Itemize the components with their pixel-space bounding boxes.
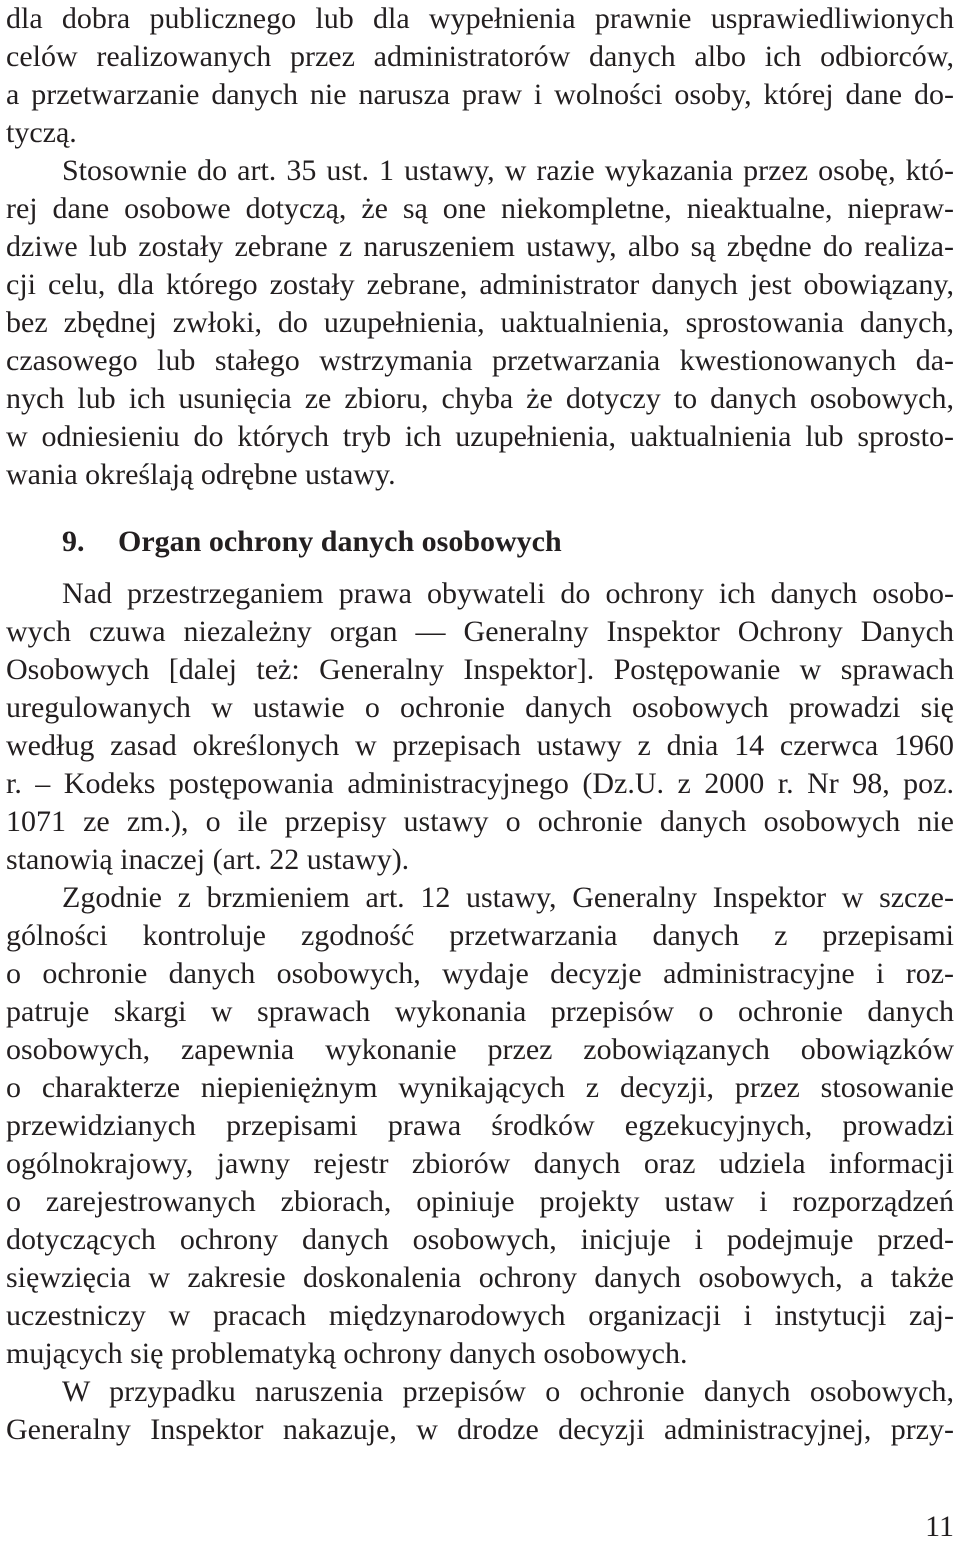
text-line: Nad przestrzeganiem prawa obywateli do ochrony ich danych osobo- bbox=[62, 577, 954, 610]
text-line: gólności kontroluje zgodność przetwarzania danych z przepisami bbox=[6, 919, 954, 952]
text-line: wych czuwa niezależny organ — Generalny Inspektor Ochrony Danych bbox=[6, 615, 954, 648]
text-line: według zasad określonych w przepisach ustawy z dnia 14 czerwca 1960 bbox=[6, 729, 954, 762]
text-line: sięwzięcia w zakresie doskonalenia ochrony danych osobowych, a także bbox=[6, 1261, 954, 1294]
text-line: czasowego lub stałego wstrzymania przetwarzania kwestionowanych da- bbox=[6, 344, 954, 377]
section-title: Organ ochrony danych osobowych bbox=[118, 525, 562, 558]
text-line: w odniesieniu do których tryb ich uzupełnienia, uaktualnienia lub sprosto- bbox=[6, 420, 954, 453]
text-line: mujących się problematyką ochrony danych osobowych. bbox=[6, 1337, 688, 1370]
text-line: bez zbędnej zwłoki, do uzupełnienia, uaktualnienia, sprostowania danych, bbox=[6, 306, 954, 339]
text-line: Stosownie do art. 35 ust. 1 ustawy, w razie wykazania przez osobę, któ- bbox=[62, 154, 954, 187]
text-line: o zarejestrowanych zbiorach, opiniuje projekty ustaw i rozporządzeń bbox=[6, 1185, 954, 1218]
text-line: przewidzianych przepisami prawa środków egzekucyjnych, prowadzi bbox=[6, 1109, 954, 1142]
text-line: o charakterze niepieniężnym wynikających z decyzji, przez stosowanie bbox=[6, 1071, 954, 1104]
text-line: celów realizowanych przez administratorów danych albo ich odbiorców, bbox=[6, 40, 954, 73]
page-number: 11 bbox=[925, 1510, 954, 1543]
text-line: Osobowych [dalej też: Generalny Inspektor]. Postępowanie w sprawach bbox=[6, 653, 954, 686]
text-line: uregulowanych w ustawie o ochronie danych osobowych prowadzi się bbox=[6, 691, 954, 724]
text-line: 1071 ze zm.), o ile przepisy ustawy o ochronie danych osobowych nie bbox=[6, 805, 954, 838]
text-line: dla dobra publicznego lub dla wypełnienia prawnie usprawiedliwionych bbox=[6, 2, 954, 35]
text-line: Generalny Inspektor nakazuje, w drodze decyzji administracyjnej, przy- bbox=[6, 1413, 954, 1446]
text-line: dotyczących ochrony danych osobowych, inicjuje i podejmuje przed- bbox=[6, 1223, 954, 1256]
text-line: wania określają odrębne ustawy. bbox=[6, 458, 396, 491]
text-line: osobowych, zapewnia wykonanie przez zobowiązanych obowiązków bbox=[6, 1033, 954, 1066]
text-line: uczestniczy w pracach międzynarodowych organizacji i instytucji zaj- bbox=[6, 1299, 954, 1332]
text-line: dziwe lub zostały zebrane z naruszeniem ustawy, albo są zbędne do realiza- bbox=[6, 230, 954, 263]
section-heading bbox=[62, 523, 562, 561]
text-line: r. – Kodeks postępowania administracyjnego (Dz.U. z 2000 r. Nr 98, poz. bbox=[6, 767, 954, 800]
text-line: rej dane osobowe dotyczą, że są one niekompletne, nieaktualne, niepraw- bbox=[6, 192, 954, 225]
text-line: cji celu, dla którego zostały zebrane, administrator danych jest obowiązany, bbox=[6, 268, 954, 301]
text-line: tyczą. bbox=[6, 116, 77, 149]
section-number: 9. bbox=[62, 525, 85, 558]
text-line: nych lub ich usunięcia ze zbioru, chyba że dotyczy to danych osobowych, bbox=[6, 382, 954, 415]
text-line: ogólnokrajowy, jawny rejestr zbiorów danych oraz udziela informacji bbox=[6, 1147, 954, 1180]
text-line: a przetwarzanie danych nie narusza praw i wolności osoby, której dane do- bbox=[6, 78, 954, 111]
text-line: Zgodnie z brzmieniem art. 12 ustawy, Generalny Inspektor w szcze- bbox=[62, 881, 954, 914]
text-line: stanowią inaczej (art. 22 ustawy). bbox=[6, 843, 410, 876]
text-line: patruje skargi w sprawach wykonania przepisów o ochronie danych bbox=[6, 995, 954, 1028]
text-line: W przypadku naruszenia przepisów o ochronie danych osobowych, bbox=[62, 1375, 954, 1408]
text-line: o ochronie danych osobowych, wydaje decyzje administracyjne i roz- bbox=[6, 957, 954, 990]
